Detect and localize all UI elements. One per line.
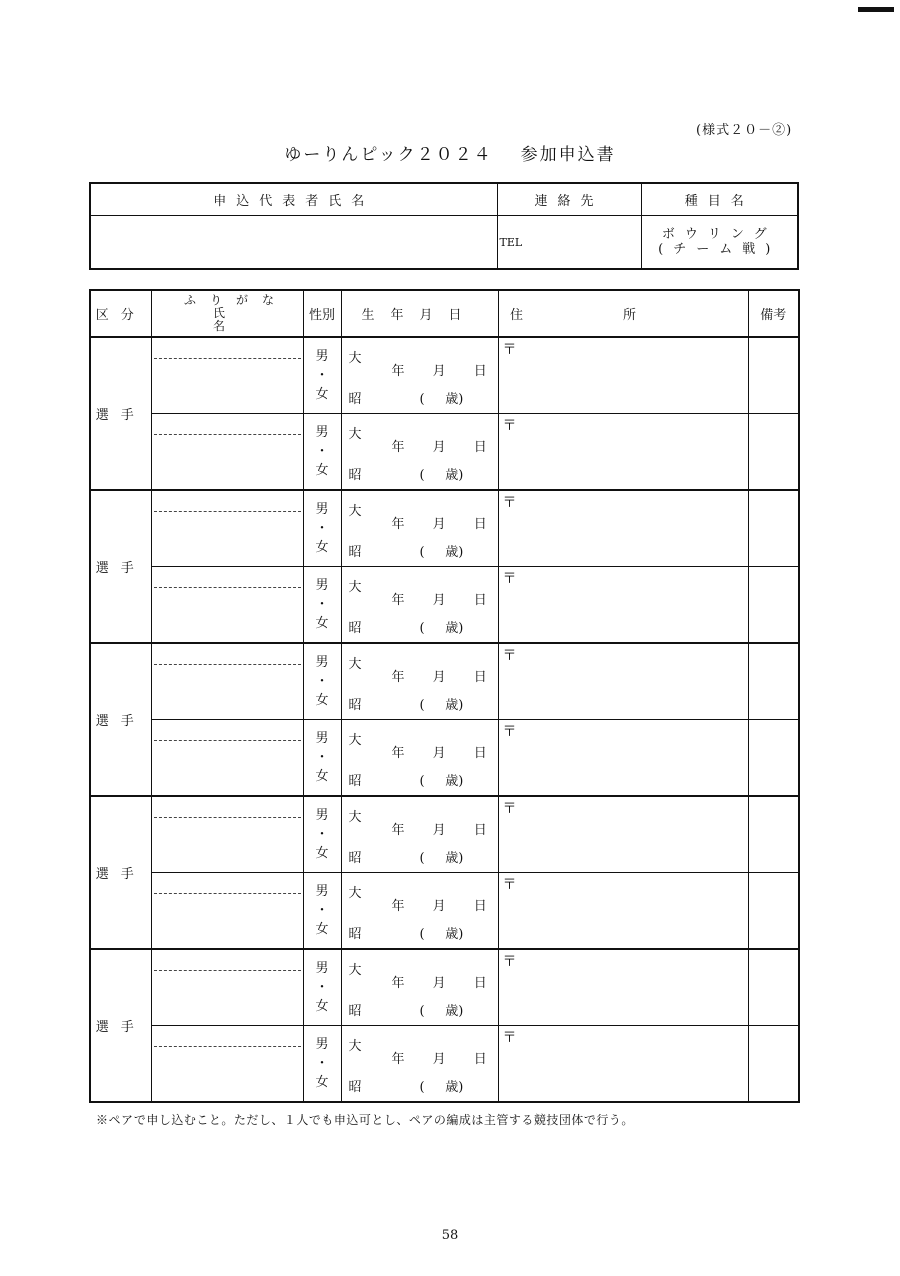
era-taisho: 大	[348, 1039, 362, 1054]
postal-mark-icon: 〒	[502, 954, 517, 970]
era-taisho: 大	[348, 580, 362, 595]
name-field[interactable]	[151, 796, 303, 873]
era-taisho: 大	[348, 427, 362, 442]
category-player: 選手	[90, 490, 151, 643]
era-taisho: 大	[348, 810, 362, 825]
era-showa: 昭	[348, 698, 362, 713]
furigana-divider	[154, 511, 301, 512]
gender-select[interactable]	[303, 567, 341, 644]
remarks-field[interactable]	[748, 1026, 799, 1103]
form-number: (様式２０－②)	[696, 123, 793, 138]
age-label: ( 歳)	[419, 392, 464, 407]
header-representative-name: 申込代表者氏名	[90, 183, 497, 216]
gender-male: 男	[315, 425, 329, 440]
address-field[interactable]	[498, 337, 748, 414]
name-field[interactable]	[151, 873, 303, 950]
header-event-name: 種目名	[641, 183, 798, 216]
address-field[interactable]	[498, 414, 748, 491]
gender-dot: ・	[315, 750, 329, 765]
era-showa: 昭	[348, 1004, 362, 1019]
address-field[interactable]	[498, 1026, 748, 1103]
gender-female: 女	[315, 540, 329, 555]
era-showa: 昭	[348, 927, 362, 942]
gender-female: 女	[315, 922, 329, 937]
gender-male: 男	[315, 884, 329, 899]
birthdate-field[interactable]	[341, 643, 498, 720]
gender-select[interactable]	[303, 720, 341, 797]
event-line-1: ボウリング	[661, 227, 777, 242]
era-taisho: 大	[348, 733, 362, 748]
era-taisho: 大	[348, 351, 362, 366]
footnote: ※ペアで申し込むこと。ただし、１人でも申込可とし、ペアの編成は主管する競技団体で行う。	[96, 1113, 634, 1127]
category-player: 選手	[90, 337, 151, 490]
gender-select[interactable]	[303, 1026, 341, 1103]
event-line-2: (チーム戦)	[658, 242, 781, 257]
gender-female: 女	[315, 846, 329, 861]
date-units: 年 月 日	[391, 976, 487, 991]
gender-dot: ・	[315, 1056, 329, 1071]
address-field[interactable]	[498, 720, 748, 797]
birthdate-field[interactable]	[341, 1026, 498, 1103]
gender-female: 女	[315, 387, 329, 402]
age-label: ( 歳)	[419, 1080, 464, 1095]
era-taisho: 大	[348, 963, 362, 978]
date-units: 年 月 日	[391, 593, 487, 608]
birthdate-field[interactable]	[341, 567, 498, 644]
gender-dot: ・	[315, 521, 329, 536]
page-number: 58	[441, 1228, 459, 1243]
remarks-field[interactable]	[748, 873, 799, 950]
birthdate-field[interactable]	[341, 873, 498, 950]
gender-dot: ・	[315, 980, 329, 995]
gender-select[interactable]	[303, 873, 341, 950]
header-address: 住所	[498, 290, 748, 337]
header-furigana: ふりがな	[183, 293, 288, 307]
remarks-field[interactable]	[748, 337, 799, 414]
postal-mark-icon: 〒	[502, 342, 517, 358]
date-units: 年 月 日	[391, 670, 487, 685]
gender-dot: ・	[315, 903, 329, 918]
furigana-divider	[154, 434, 301, 435]
name-field[interactable]	[151, 567, 303, 644]
event-name-cell	[641, 216, 798, 270]
postal-mark-icon: 〒	[502, 571, 517, 587]
representative-name-field[interactable]	[90, 216, 497, 270]
gender-select[interactable]	[303, 796, 341, 873]
name-field[interactable]	[151, 490, 303, 567]
gender-female: 女	[315, 693, 329, 708]
furigana-divider	[154, 817, 301, 818]
gender-select[interactable]	[303, 337, 341, 414]
header-name: 氏名	[212, 306, 281, 333]
furigana-divider	[154, 740, 301, 741]
era-showa: 昭	[348, 392, 362, 407]
name-field[interactable]	[151, 414, 303, 491]
title-main: ゆーりんピック２０２４	[284, 145, 493, 165]
age-label: ( 歳)	[419, 927, 464, 942]
header-birthdate: 生年月日	[341, 290, 498, 337]
date-units: 年 月 日	[391, 823, 487, 838]
address-field[interactable]	[498, 567, 748, 644]
birthdate-field[interactable]	[341, 337, 498, 414]
age-label: ( 歳)	[419, 774, 464, 789]
contact-tel-field[interactable]	[497, 216, 641, 270]
address-field[interactable]	[498, 949, 748, 1026]
header-contact: 連絡先	[497, 183, 641, 216]
furigana-divider	[154, 664, 301, 665]
gender-select[interactable]	[303, 414, 341, 491]
birthdate-field[interactable]	[341, 949, 498, 1026]
corner-mark	[858, 7, 894, 12]
furigana-divider	[154, 358, 301, 359]
postal-mark-icon: 〒	[502, 801, 517, 817]
gender-select[interactable]	[303, 643, 341, 720]
era-showa: 昭	[348, 1080, 362, 1095]
gender-male: 男	[315, 731, 329, 746]
gender-male: 男	[315, 578, 329, 593]
furigana-divider	[154, 587, 301, 588]
tel-label: TEL	[499, 235, 523, 249]
header-category: 区分	[90, 290, 151, 337]
era-showa: 昭	[348, 774, 362, 789]
postal-mark-icon: 〒	[502, 648, 517, 664]
remarks-field[interactable]	[748, 490, 799, 567]
furigana-divider	[154, 1046, 301, 1047]
gender-select[interactable]	[303, 490, 341, 567]
gender-dot: ・	[315, 597, 329, 612]
gender-female: 女	[315, 1075, 329, 1090]
era-taisho: 大	[348, 657, 362, 672]
birthdate-field[interactable]	[341, 490, 498, 567]
page-title	[0, 140, 900, 165]
date-units: 年 月 日	[391, 746, 487, 761]
furigana-divider	[154, 970, 301, 971]
address-field[interactable]	[498, 873, 748, 950]
title-suffix: 参加申込書	[520, 145, 616, 165]
gender-dot: ・	[315, 674, 329, 689]
furigana-divider	[154, 893, 301, 894]
era-showa: 昭	[348, 621, 362, 636]
gender-male: 男	[315, 655, 329, 670]
category-player: 選手	[90, 643, 151, 796]
remarks-field[interactable]	[748, 414, 799, 491]
name-field[interactable]	[151, 720, 303, 797]
age-label: ( 歳)	[419, 698, 464, 713]
postal-mark-icon: 〒	[502, 724, 517, 740]
header-furigana-name	[151, 290, 303, 337]
gender-male: 男	[315, 961, 329, 976]
address-field[interactable]	[498, 796, 748, 873]
postal-mark-icon: 〒	[502, 418, 517, 434]
remarks-field[interactable]	[748, 643, 799, 720]
remarks-field[interactable]	[748, 567, 799, 644]
gender-dot: ・	[315, 368, 329, 383]
postal-mark-icon: 〒	[502, 877, 517, 893]
gender-dot: ・	[315, 827, 329, 842]
gender-female: 女	[315, 616, 329, 631]
age-label: ( 歳)	[419, 1004, 464, 1019]
age-label: ( 歳)	[419, 468, 464, 483]
address-field[interactable]	[498, 490, 748, 567]
gender-male: 男	[315, 1037, 329, 1052]
gender-male: 男	[315, 502, 329, 517]
postal-mark-icon: 〒	[502, 495, 517, 511]
category-player: 選手	[90, 949, 151, 1102]
era-taisho: 大	[348, 504, 362, 519]
category-player: 選手	[90, 796, 151, 949]
name-field[interactable]	[151, 1026, 303, 1103]
gender-select[interactable]	[303, 949, 341, 1026]
birthdate-field[interactable]	[341, 414, 498, 491]
participants-table	[89, 289, 800, 1103]
name-field[interactable]	[151, 643, 303, 720]
era-showa: 昭	[348, 545, 362, 560]
name-field[interactable]	[151, 337, 303, 414]
gender-male: 男	[315, 349, 329, 364]
gender-female: 女	[315, 463, 329, 478]
age-label: ( 歳)	[419, 621, 464, 636]
gender-female: 女	[315, 769, 329, 784]
era-showa: 昭	[348, 468, 362, 483]
date-units: 年 月 日	[391, 1052, 487, 1067]
name-field[interactable]	[151, 949, 303, 1026]
applicant-table	[89, 182, 799, 270]
header-gender: 性別	[303, 290, 341, 337]
address-field[interactable]	[498, 643, 748, 720]
date-units: 年 月 日	[391, 440, 487, 455]
remarks-field[interactable]	[748, 720, 799, 797]
remarks-field[interactable]	[748, 796, 799, 873]
gender-dot: ・	[315, 444, 329, 459]
birthdate-field[interactable]	[341, 796, 498, 873]
era-showa: 昭	[348, 851, 362, 866]
date-units: 年 月 日	[391, 899, 487, 914]
date-units: 年 月 日	[391, 364, 487, 379]
age-label: ( 歳)	[419, 851, 464, 866]
birthdate-field[interactable]	[341, 720, 498, 797]
header-remarks: 備考	[748, 290, 799, 337]
date-units: 年 月 日	[391, 517, 487, 532]
remarks-field[interactable]	[748, 949, 799, 1026]
era-taisho: 大	[348, 886, 362, 901]
gender-male: 男	[315, 808, 329, 823]
age-label: ( 歳)	[419, 545, 464, 560]
postal-mark-icon: 〒	[502, 1030, 517, 1046]
gender-female: 女	[315, 999, 329, 1014]
